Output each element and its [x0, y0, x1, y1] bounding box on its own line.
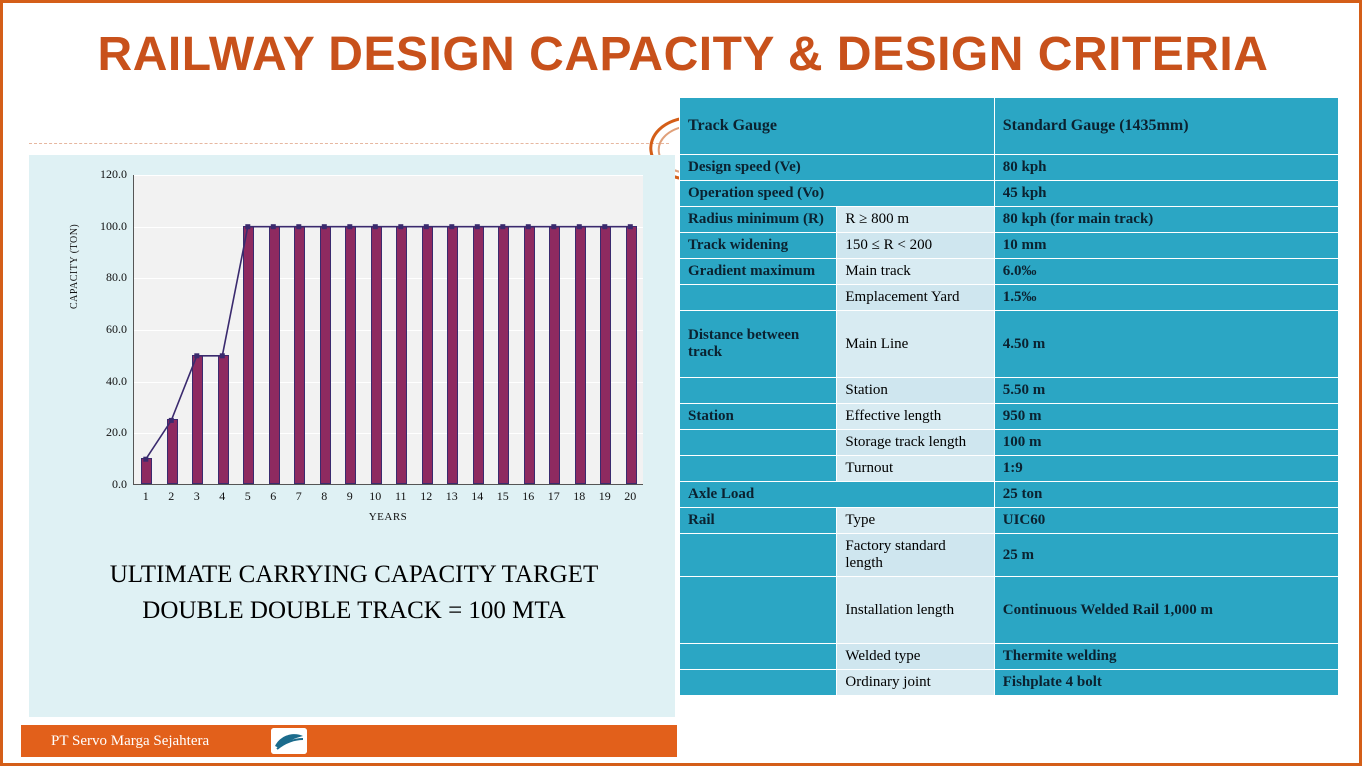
chart-x-tick-label: 7 [295, 489, 302, 503]
table-cell-label: Radius minimum (R) [680, 207, 837, 233]
chart-y-axis-title: CAPACITY (TON) [69, 223, 80, 309]
chart-x-tick-label: 12 [420, 489, 433, 503]
table-cell-label [680, 577, 837, 644]
table-cell-label: Axle Load [680, 482, 995, 508]
chart-x-tick-label: 13 [445, 489, 458, 503]
chart-x-tick-label: 19 [598, 489, 611, 503]
chart-bar [345, 226, 356, 484]
table-row [680, 378, 1339, 404]
table-cell-label: Rail [680, 508, 837, 534]
table-cell-value: 4.50 m [994, 311, 1338, 378]
chart-gridline [134, 330, 643, 331]
table-cell-value: 950 m [994, 404, 1338, 430]
table-cell-value: Standard Gauge (1435mm) [994, 98, 1338, 155]
chart-bar [473, 226, 484, 484]
table-cell-subitem: Station [837, 378, 994, 404]
chart-y-tick-label: 40.0 [106, 373, 127, 388]
capacity-chart [69, 167, 655, 549]
table-cell-label: Distance between track [680, 311, 837, 378]
chart-gridline [134, 382, 643, 383]
table-row [680, 430, 1339, 456]
chart-panel [29, 155, 675, 717]
table-row [680, 404, 1339, 430]
chart-x-tick-label: 16 [522, 489, 535, 503]
chart-y-tick-label: 0.0 [112, 477, 127, 491]
table-row [680, 285, 1339, 311]
table-cell-value: Continuous Welded Rail 1,000 m [994, 577, 1338, 644]
table-row [680, 207, 1339, 233]
table-cell-label [680, 644, 837, 670]
footer-bar [21, 725, 677, 757]
table-cell-subitem: Main Line [837, 311, 994, 378]
table-cell-value: 100 m [994, 430, 1338, 456]
table-row [680, 259, 1339, 285]
chart-bar [396, 226, 407, 484]
table-cell-label [680, 534, 837, 577]
table-cell-value: 6.0‰ [994, 259, 1338, 285]
table-row [680, 233, 1339, 259]
table-cell-value: 1.5‰ [994, 285, 1338, 311]
table-cell-value: UIC60 [994, 508, 1338, 534]
table-cell-value: 5.50 m [994, 378, 1338, 404]
table-cell-value: 25 ton [994, 482, 1338, 508]
chart-y-tick-label: 80.0 [106, 270, 127, 285]
chart-gridline [134, 433, 643, 434]
chart-y-tick-label: 120.0 [100, 167, 127, 181]
chart-bar [243, 226, 254, 484]
chart-bar [549, 226, 560, 484]
chart-x-tick-label: 15 [496, 489, 509, 503]
table-cell-subitem: Storage track length [837, 430, 994, 456]
table-row [680, 456, 1339, 482]
chart-bar [575, 226, 586, 484]
table-cell-label: Design speed (Ve) [680, 155, 995, 181]
table-cell-subitem: Installation length [837, 577, 994, 644]
table-cell-label [680, 430, 837, 456]
chart-y-tick-label: 20.0 [106, 425, 127, 440]
table-cell-label: Operation speed (Vo) [680, 181, 995, 207]
chart-gridline [134, 227, 643, 228]
chart-gridline [134, 278, 643, 279]
chart-bar [600, 226, 611, 484]
chart-x-tick-label: 3 [193, 489, 200, 503]
chart-bar [192, 355, 203, 484]
caption-line-1: ULTIMATE CARRYING CAPACITY TARGET [109, 561, 599, 588]
table-row [680, 534, 1339, 577]
chart-x-tick-label: 20 [624, 489, 637, 503]
table-cell-value: 80 kph (for main track) [994, 207, 1338, 233]
chart-bar [218, 355, 229, 484]
chart-bar [524, 226, 535, 484]
table-cell-label [680, 285, 837, 311]
table-row [680, 311, 1339, 378]
table-cell-value: 1:9 [994, 456, 1338, 482]
table-cell-subitem: Effective length [837, 404, 994, 430]
table-row [680, 577, 1339, 644]
chart-y-tick-label: 100.0 [100, 218, 127, 233]
chart-y-tick-label: 60.0 [106, 322, 127, 336]
chart-x-tick-label: 18 [573, 489, 586, 503]
chart-x-axis-title: YEARS [368, 511, 408, 523]
table-cell-subitem: Turnout [837, 456, 994, 482]
table-row [680, 155, 1339, 181]
table-cell-value: 45 kph [994, 181, 1338, 207]
footer-company-name: PT Servo Marga Sejahtera [51, 733, 210, 749]
table-row [680, 482, 1339, 508]
table-row [680, 670, 1339, 696]
table-cell-subitem: Ordinary joint [837, 670, 994, 696]
chart-bar [167, 419, 178, 484]
chart-caption [49, 557, 659, 629]
chart-x-tick-label: 2 [168, 489, 175, 503]
table-cell-subitem: Welded type [837, 644, 994, 670]
chart-x-tick-label: 1 [142, 489, 149, 503]
table-cell-subitem: Factory standard length [837, 534, 994, 577]
chart-bar [269, 226, 280, 484]
table-row [680, 508, 1339, 534]
chart-x-tick-label: 17 [547, 489, 560, 503]
table-row [680, 644, 1339, 670]
chart-x-tick-label: 6 [270, 489, 277, 503]
table-cell-subitem: Emplacement Yard [837, 285, 994, 311]
table-cell-label [680, 378, 837, 404]
chart-bar [626, 226, 637, 484]
table-cell-value: 10 mm [994, 233, 1338, 259]
chart-x-tick-label: 4 [219, 489, 226, 503]
table-row [680, 181, 1339, 207]
chart-bar [141, 458, 152, 484]
chart-plot-area [133, 175, 643, 485]
table-cell-value: 80 kph [994, 155, 1338, 181]
chart-y-ticks [75, 167, 127, 491]
table-cell-label: Track Gauge [680, 98, 995, 155]
table-cell-value: Fishplate 4 bolt [994, 670, 1338, 696]
chart-x-tick-label: 11 [394, 489, 407, 503]
table-cell-value: Thermite welding [994, 644, 1338, 670]
company-logo-icon [271, 728, 307, 754]
caption-line-2: DOUBLE DOUBLE TRACK = 100 MTA [142, 597, 566, 624]
chart-bar [371, 226, 382, 484]
chart-x-tick-label: 14 [471, 489, 484, 503]
table-cell-subitem: Main track [837, 259, 994, 285]
table-cell-label [680, 456, 837, 482]
chart-x-tick-label: 9 [346, 489, 353, 503]
chart-gridline [134, 175, 643, 176]
table-cell-label: Track widening [680, 233, 837, 259]
chart-bar [447, 226, 458, 484]
table-cell-subitem: R ≥ 800 m [837, 207, 994, 233]
page-title: RAILWAY DESIGN CAPACITY & DESIGN CRITERIA [97, 28, 1269, 81]
table-cell-label: Gradient maximum [680, 259, 837, 285]
chart-x-tick-label: 10 [369, 489, 382, 503]
table-cell-value: 25 m [994, 534, 1338, 577]
table-cell-subitem: 150 ≤ R < 200 [837, 233, 994, 259]
design-criteria-table [679, 97, 1339, 696]
table-row [680, 98, 1339, 155]
chart-bar [498, 226, 509, 484]
chart-bar [294, 226, 305, 484]
table-cell-subitem: Type [837, 508, 994, 534]
design-criteria-table-wrap [679, 97, 1339, 755]
chart-bar [422, 226, 433, 484]
title-divider [29, 143, 669, 144]
table-cell-label: Station [680, 404, 837, 430]
chart-x-tick-label: 8 [321, 489, 328, 503]
table-cell-label [680, 670, 837, 696]
chart-bar [320, 226, 331, 484]
chart-x-tick-label: 5 [244, 489, 251, 503]
